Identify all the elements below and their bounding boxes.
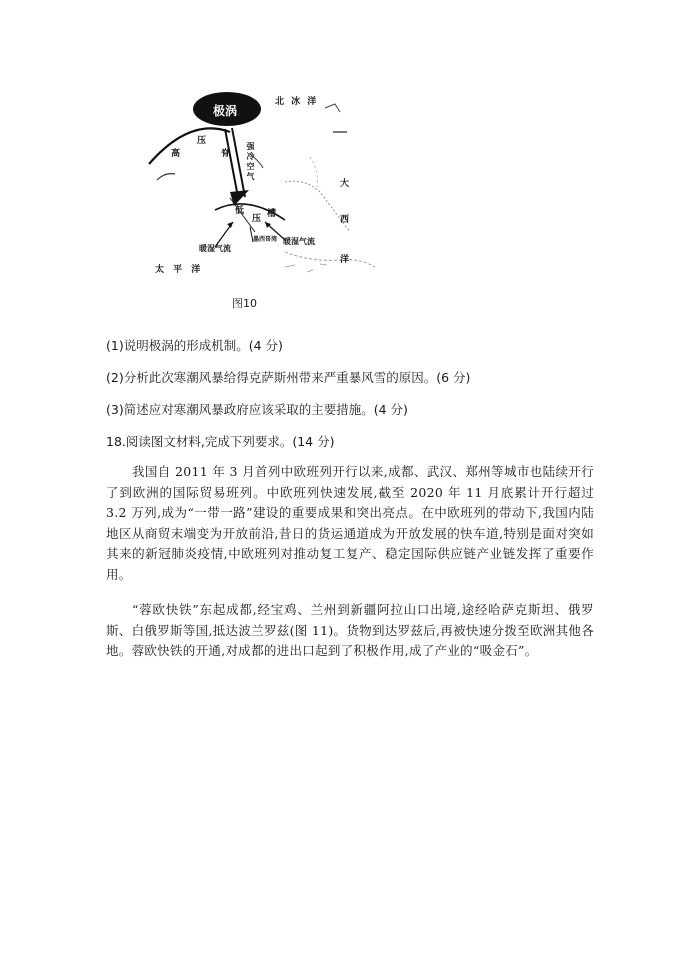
warm-air-right-label: 暖湿气流 [283, 236, 315, 246]
paragraph-1: 我国自 2011 年 3 月首列中欧班列开行以来,成都、武汉、郑州等城市也陆续开行了到欧洲的国际贸易班列。中欧班列快速发展,截至 2020 年 11 月底累计开行超过 3.2 万列,成为“一带一路”建设的重要成果和突出亮点。在中欧班列的带动下,我国内陆地区从商贸末端变为开放前沿,昔日的货运通道成为开放发展的快车道,特别是面对突如其来的新冠肺炎疫情,中欧班列对推动复工复产、稳定国际供应链产业链发挥了重要作用。 [106, 464, 594, 582]
ridge-char-3: 脊 [221, 149, 231, 159]
question-2: (2)分析此次寒潮风暴给得克萨斯州带来严重暴风雪的原因。(6 分) [106, 370, 471, 385]
warm-air-left-label: 暖湿气流 [199, 243, 231, 253]
high-pressure-ridge-line [149, 128, 230, 164]
trough-char-2: 压 [252, 214, 262, 224]
question-3: (3)简述应对寒潮风暴政府应该采取的主要措施。(4 分) [106, 402, 408, 417]
cold-air-label: 强冷空气 [246, 142, 256, 182]
question-1: (1)说明极涡的形成机制。(4 分) [106, 338, 283, 353]
arctic-ocean-label: 北 冰 洋 [275, 97, 319, 107]
ridge-char-2: 压 [197, 136, 207, 146]
question-18-heading: 18.阅读图文材料,完成下列要求。(14 分) [106, 434, 335, 449]
figure-caption: 图10 [232, 297, 257, 310]
trough-char-3: 槽 [267, 209, 277, 219]
atlantic-char-1: 大 [340, 179, 350, 189]
paragraph-2: “蓉欧快铁”东起成都,经宝鸡、兰州到新疆阿拉山口出境,途经哈萨克斯坦、俄罗斯、白俄罗斯等国,抵达波兰罗兹(图 11)。货物到达罗兹后,再被快速分拨至欧洲其他各地。蓉欧快铁的开通,对成都的进出口起到了积极作用,成了产业的“吸金石”。 [106, 602, 594, 658]
trough-char-1: 低 [235, 206, 245, 216]
weather-map-figure [135, 82, 395, 322]
ridge-char-1: 高 [171, 149, 181, 159]
atlantic-char-2: 西 [340, 215, 350, 225]
polar-vortex-label: 极涡 [213, 104, 238, 118]
atlantic-char-3: 洋 [340, 255, 350, 265]
pacific-ocean-label: 太 平 洋 [155, 265, 204, 275]
gulf-of-mexico-label: 墨西哥湾 [253, 236, 278, 243]
cold-air-arrow-line [225, 129, 238, 197]
